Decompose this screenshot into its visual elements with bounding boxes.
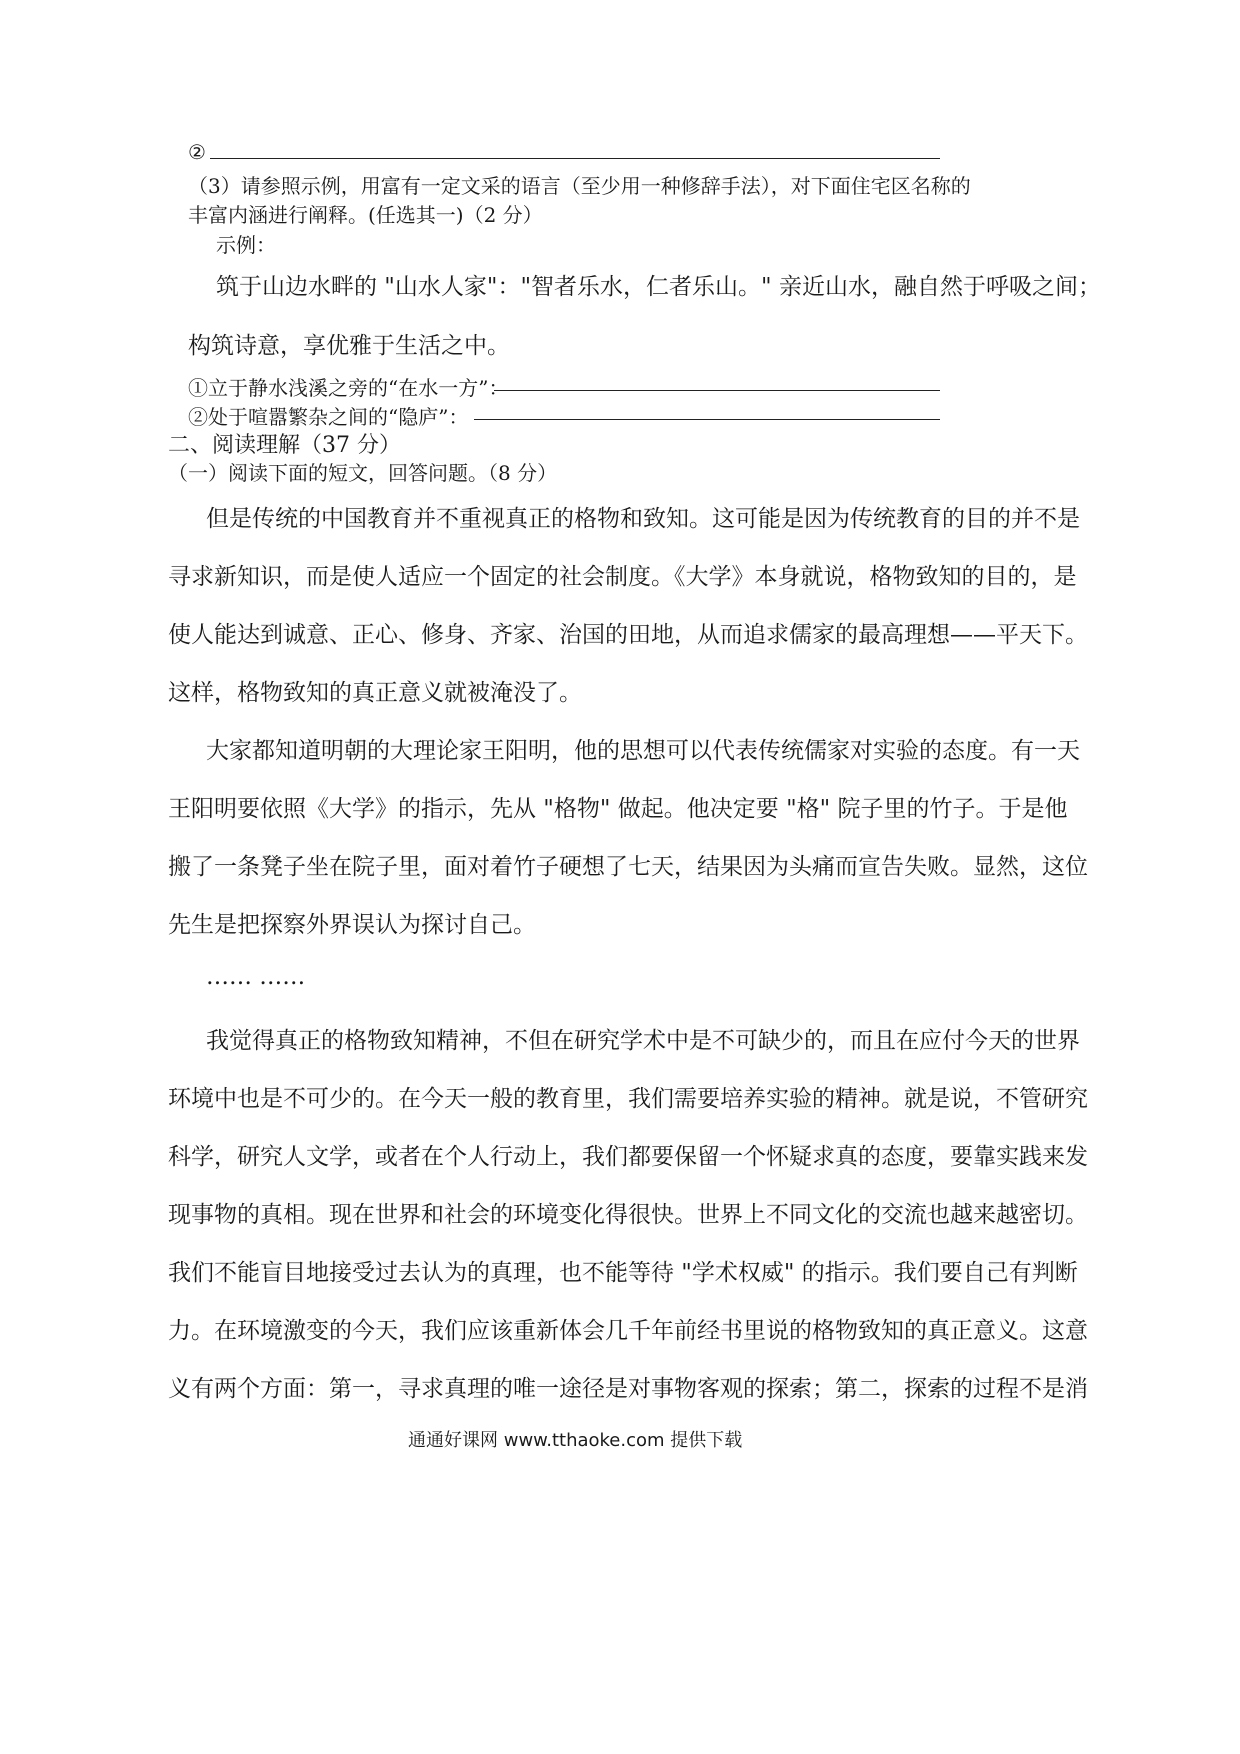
page-footer: 通通好课网 www.tthaoke.com 提供下载 <box>408 1430 743 1451</box>
question-3-line-1: （3）请参照示例，用富有一定文采的语言（至少用一种修辞手法），对下面住宅区名称的 <box>188 174 971 198</box>
section-2-subheading: （一）阅读下面的短文，回答问题。（8 分） <box>168 461 558 485</box>
passage-p1-line-1: 但是传统的中国教育并不重视真正的格物和致知。这可能是因为传统教育的目的并不是 <box>206 506 1080 532</box>
passage-p3-line-7: 义有两个方面：第一，寻求真理的唯一途径是对事物客观的探索；第二，探索的过程不是消 <box>168 1376 1088 1402</box>
passage-p3-line-4: 现事物的真相。现在世界和社会的环境变化得很快。世界上不同文化的交流也越来越密切。 <box>168 1202 1088 1228</box>
passage-p3-line-6: 力。在环境激变的今天，我们应该重新体会几千年前经书里说的格物致知的真正意义。这意 <box>168 1318 1088 1344</box>
passage-p1-line-4: 这样，格物致知的真正意义就被淹没了。 <box>168 680 582 706</box>
example-label: 示例： <box>216 233 276 257</box>
example-line-2: 构筑诗意，享优雅于生活之中。 <box>188 333 510 359</box>
option-1-label: ①立于静水浅溪之旁的“在水一方”： <box>188 376 509 400</box>
option-2-blank[interactable] <box>474 419 940 420</box>
example-line-1: 筑于山边水畔的 "山水人家"："智者乐水，仁者乐山。" 亲近山水，融自然于呼吸之间； <box>216 274 1101 300</box>
section-2-heading: 二、阅读理解（37 分） <box>168 433 401 458</box>
option-2-label: ②处于喧嚣繁杂之间的“隐庐”： <box>188 405 469 429</box>
passage-ellipsis: …… …… <box>206 964 306 990</box>
passage-p1-line-3: 使人能达到诚意、正心、修身、齐家、治国的田地，从而追求儒家的最高理想——平天下。 <box>168 622 1088 648</box>
passage-p2-line-1: 大家都知道明朝的大理论家王阳明，他的思想可以代表传统儒家对实验的态度。有一天 <box>206 738 1080 764</box>
passage-p1-line-2: 寻求新知识，而是使人适应一个固定的社会制度。《大学》本身就说，格物致知的目的，是 <box>168 564 1077 590</box>
passage-p3-line-1: 我觉得真正的格物致知精神，不但在研究学术中是不可缺少的，而且在应付今天的世界 <box>206 1028 1080 1054</box>
option-1-blank[interactable] <box>494 390 940 391</box>
answer-marker-2: ② <box>188 140 206 164</box>
passage-p3-line-3: 科学，研究人文学，或者在个人行动上，我们都要保留一个怀疑求真的态度，要靠实践来发 <box>168 1144 1088 1170</box>
question-3-line-2: 丰富内涵进行阐释。(任选其一)（2 分） <box>188 203 543 227</box>
passage-p3-line-5: 我们不能盲目地接受过去认为的真理，也不能等待 "学术权威" 的指示。我们要自己有判断 <box>168 1260 1078 1286</box>
passage-p2-line-2: 王阳明要依照《大学》的指示，先从 "格物" 做起。他决定要 "格" 院子里的竹子。于是他 <box>168 796 1068 822</box>
passage-p3-line-2: 环境中也是不可少的。在今天一般的教育里，我们需要培养实验的精神。就是说，不管研究 <box>168 1086 1088 1112</box>
passage-p2-line-4: 先生是把探察外界误认为探讨自己。 <box>168 912 536 938</box>
passage-p2-line-3: 搬了一条凳子坐在院子里，面对着竹子硬想了七天，结果因为头痛而宣告失败。显然，这位 <box>168 854 1088 880</box>
answer-blank-2[interactable] <box>210 158 940 159</box>
